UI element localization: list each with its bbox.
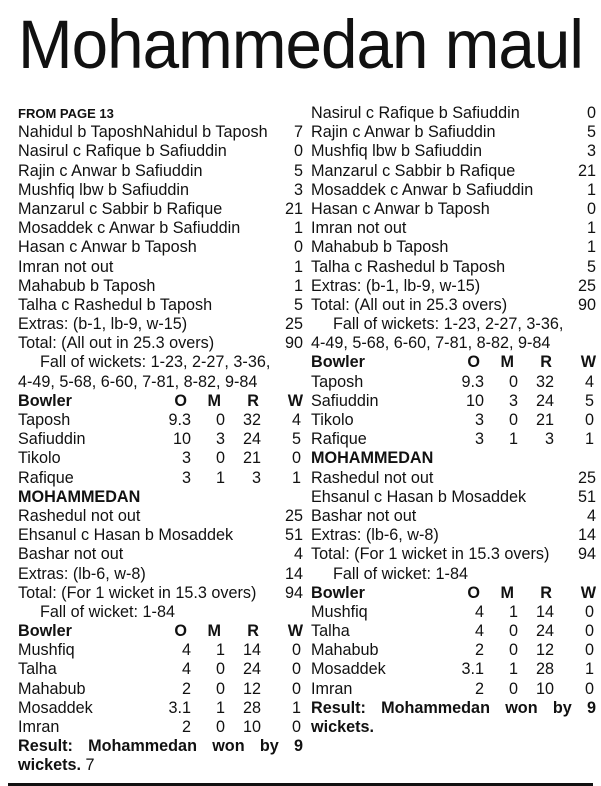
extras-row: Extras: (lb-6, w-8) 14 xyxy=(311,526,596,545)
fall-of-wickets: Fall of wickets: 1-23, 2-27, 3-36, xyxy=(333,315,564,334)
left-column xyxy=(18,104,303,776)
team-heading: MOHAMMEDAN xyxy=(311,449,434,468)
result-text: Result: Mohammedan won by 9 wickets. xyxy=(311,698,596,737)
bowling-row: Talha 4 0 24 0 xyxy=(311,622,594,641)
bowling-row: Safiuddin 10 3 24 5 xyxy=(18,430,301,449)
right-column xyxy=(311,104,596,737)
bowling-row: Mushfiq 4 1 14 0 xyxy=(311,602,594,621)
batting-row: Rashedul not out 25 xyxy=(311,468,596,487)
bowling-row: Taposh 9.3 0 32 4 xyxy=(18,411,301,429)
bowling-row: Taposh 9.3 0 32 4 xyxy=(311,372,594,391)
fall-of-wicket: Fall of wicket: 1-84 xyxy=(40,602,175,621)
bowling-row: Rafique 3 1 3 1 xyxy=(311,430,594,449)
batting-row: Ehsanul c Hasan b Mosaddek 51 xyxy=(18,526,303,545)
bowling-row: Imran 2 0 10 0 xyxy=(311,679,594,698)
bowling-row: Tikolo 3 0 21 0 xyxy=(18,449,301,468)
batting-row: Manzarul c Sabbir b Rafique 21 xyxy=(18,199,303,218)
batting-row: Mushfiq lbw b Safiuddin 3 xyxy=(18,180,303,199)
batting-row: Hasan c Anwar b Taposh 0 xyxy=(311,199,596,218)
fall-of-wickets: Fall of wickets: 1-23, 2-27, 3-36, xyxy=(40,353,271,372)
extras-row: Extras: (b-1, lb-9, w-15) 25 xyxy=(311,276,596,295)
total-row: Total: (For 1 wicket in 15.3 overs) 94 xyxy=(18,583,303,602)
batting-row: Mushfiq lbw b Safiuddin 3 xyxy=(311,142,596,161)
bowling-row: Imran 2 0 10 0 xyxy=(18,718,301,736)
batting-row: Nasirul c Rafique b Safiuddin 0 xyxy=(18,142,303,161)
batting-row: Imran not out 1 xyxy=(18,257,303,276)
bowling-row: Talha 4 0 24 0 xyxy=(18,660,301,679)
batting-row: Mahabub b Taposh 1 xyxy=(18,276,303,295)
fall-of-wickets-cont: 4-49, 5-68, 6-60, 7-81, 8-82, 9-84 xyxy=(18,372,258,391)
result-text: Result: Mohammedan won by 9 wickets. 7 xyxy=(18,737,303,775)
team-heading: MOHAMMEDAN xyxy=(18,487,141,506)
batting-row: Mosaddek c Anwar b Safiuddin 1 xyxy=(311,180,596,199)
bowling-row: Rafique 3 1 3 1 xyxy=(18,468,301,487)
bowling-row: Mahabub 2 0 12 0 xyxy=(311,641,594,660)
batting-row: Mosaddek c Anwar b Safiuddin 1 xyxy=(18,219,303,238)
bowling-row: Mushfiq 4 1 14 0 xyxy=(18,641,301,660)
bowling-header: Bowler O M R W xyxy=(311,353,596,372)
bowling-row: Mahabub 2 0 12 0 xyxy=(18,679,301,698)
batting-row: Nahidul b TaposhNahidul b Taposh 7 xyxy=(18,123,303,142)
bowling-row: Safiuddin 10 3 24 5 xyxy=(311,391,594,410)
batting-row: Hasan c Anwar b Taposh 0 xyxy=(18,238,303,257)
total-row: Total: (All out in 25.3 overs) 90 xyxy=(18,334,303,353)
batting-row: Imran not out 1 xyxy=(311,219,596,238)
bowling-header: Bowler O M R W xyxy=(311,583,596,602)
bowling-header: Bowler O M R W xyxy=(18,622,303,641)
bowling-row: Mosaddek 3.1 1 28 1 xyxy=(311,660,594,679)
headline: Mohammedan maul xyxy=(18,6,584,83)
from-page-label: FROM PAGE 13 xyxy=(18,106,114,121)
batting-row: Talha c Rashedul b Taposh 5 xyxy=(18,295,303,314)
total-row: Total: (For 1 wicket in 15.3 overs) 94 xyxy=(311,545,596,564)
extras-row: Extras: (lb-6, w-8) 14 xyxy=(18,564,303,583)
bowling-header: Bowler O M R W xyxy=(18,391,303,410)
batting-row: Manzarul c Sabbir b Rafique 21 xyxy=(311,161,596,180)
fall-of-wicket: Fall of wicket: 1-84 xyxy=(333,564,468,583)
extras-row: Extras: (b-1, lb-9, w-15) 25 xyxy=(18,315,303,334)
batting-row: Bashar not out 4 xyxy=(311,506,596,525)
bowling-row: Mosaddek 3.1 1 28 1 xyxy=(18,698,301,717)
batting-row: Mahabub b Taposh 1 xyxy=(311,238,596,257)
batting-row: Talha c Rashedul b Taposh 5 xyxy=(311,257,596,276)
batting-row: Ehsanul c Hasan b Mosaddek 51 xyxy=(311,487,596,506)
batting-row: Nasirul c Rafique b Safiuddin 0 xyxy=(311,104,596,122)
batting-row: Rashedul not out 25 xyxy=(18,506,303,525)
bowling-row: Tikolo 3 0 21 0 xyxy=(311,411,594,429)
fall-of-wickets-cont: 4-49, 5-68, 6-60, 7-81, 8-82, 9-84 xyxy=(311,334,551,353)
batting-row: Rajin c Anwar b Safiuddin 5 xyxy=(18,161,303,180)
trailing-number: 7 xyxy=(85,756,95,775)
batting-row: Rajin c Anwar b Safiuddin 5 xyxy=(311,123,596,142)
total-row: Total: (All out in 25.3 overs) 90 xyxy=(311,295,596,314)
batting-row: Bashar not out 4 xyxy=(18,545,303,564)
